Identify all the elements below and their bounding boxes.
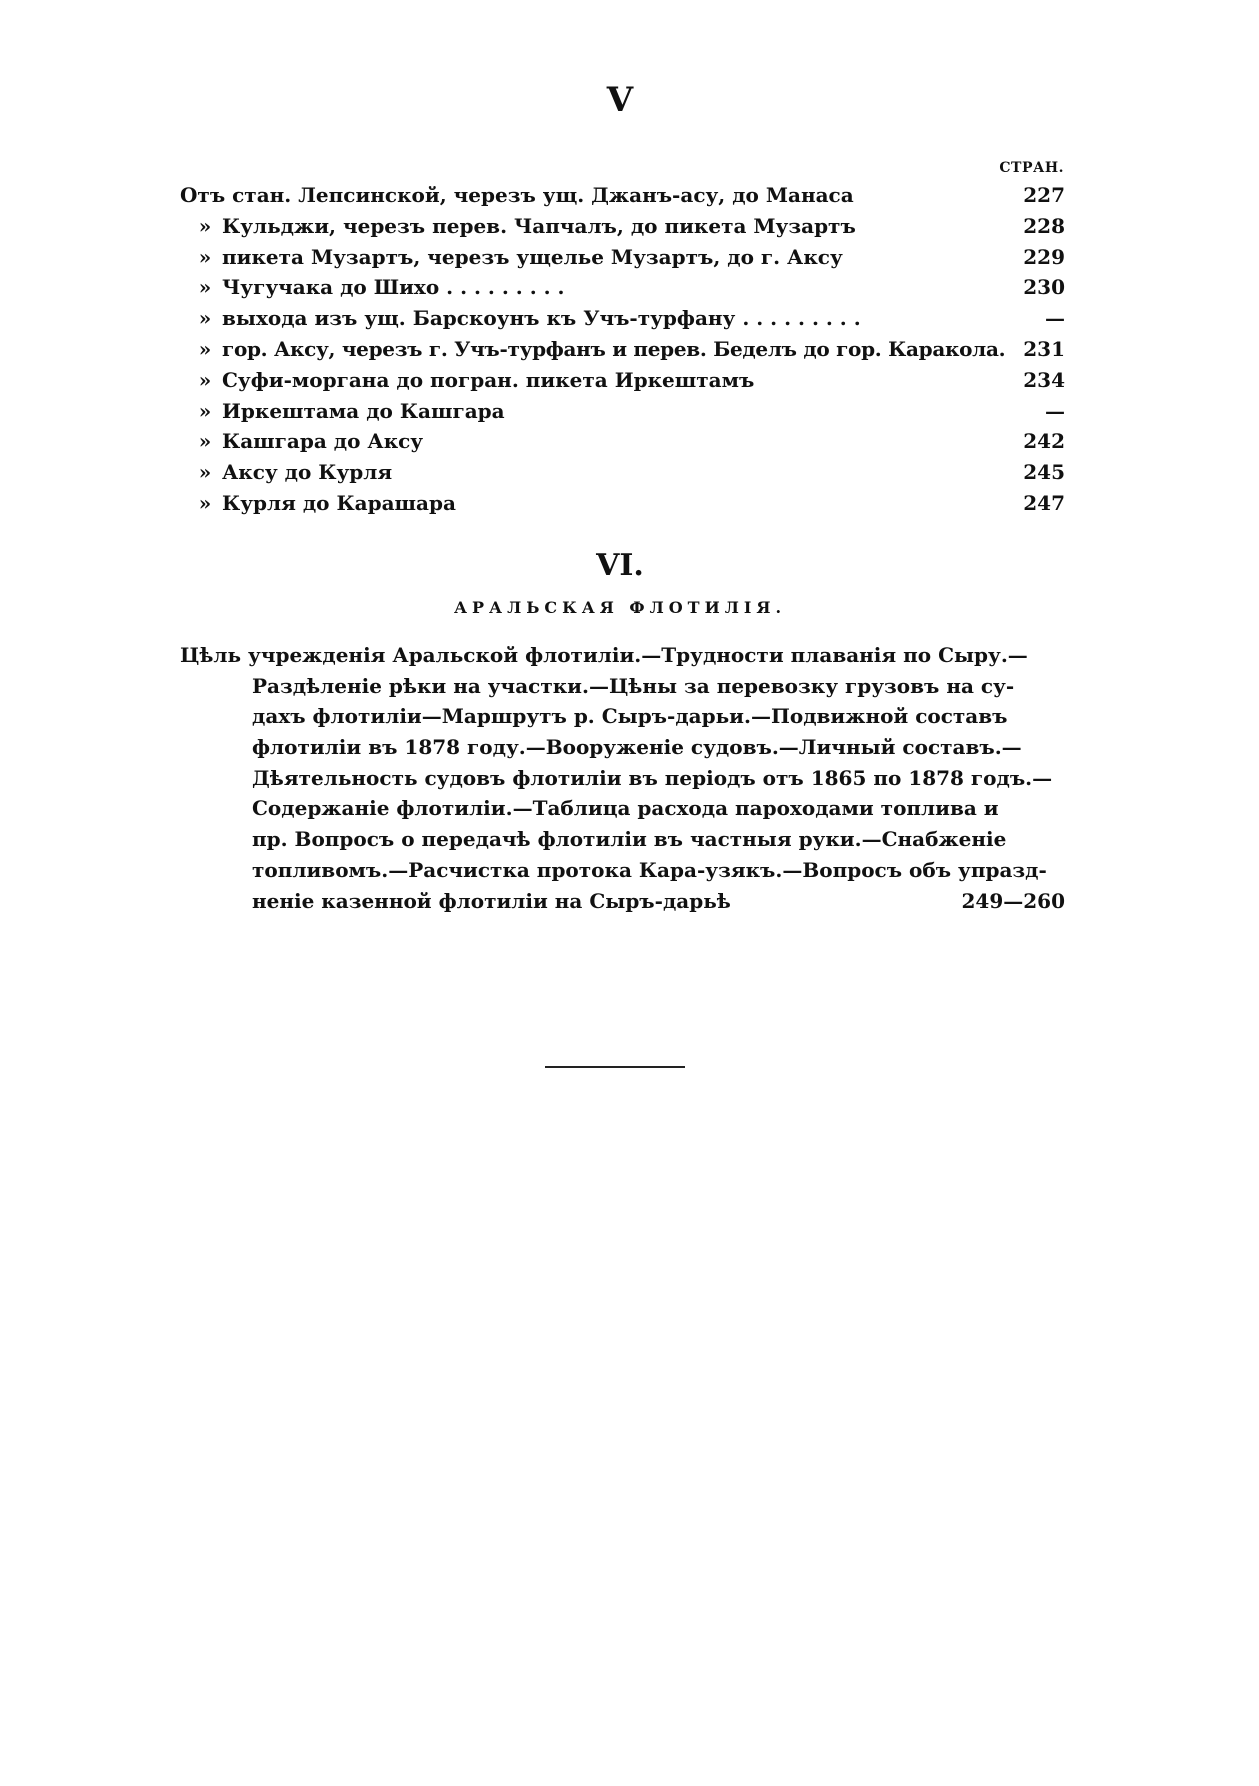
toc-entry [180,334,1065,365]
toc-entry-page: 247 [1023,490,1065,515]
toc-entry [180,396,1065,427]
toc-entry-text: Отъ стан. Лепсинской, черезъ ущ. Джанъ-асу, до Манаса [180,183,854,207]
toc-entry-page: 229 [1023,244,1065,269]
page-number: V [606,80,634,120]
toc-entry-text: Кульджи, черезъ перев. Чапчалъ, до пикета Музартъ [222,213,856,238]
toc-entry [180,211,1065,242]
toc-entry-text: Чугучака до Шихо . . . . . . . . . [222,275,565,300]
toc-entry-text: гор. Аксу, черезъ г. Учъ-турфанъ и перев. Беделъ до гор. Каракола. [222,336,1006,361]
summary-line: Раздѣленіе рѣки на участки.—Цѣны за перевозку грузовъ на су- [252,673,1015,698]
summary-line: Содержаніе флотиліи.—Таблица расхода пароходами топлива и [252,796,999,821]
toc-entry-page: 230 [1023,275,1065,300]
toc-entry [180,426,1065,457]
section-summary [180,640,1065,916]
toc-entry-text: Курля до Карашара [222,490,456,515]
ditto-mark: » [198,306,212,331]
toc-entry [180,365,1065,396]
section-number: VI. [596,548,644,583]
toc-entry-text: Кашгара до Аксу [222,429,424,454]
toc-entry [180,488,1065,519]
toc-entry-page: 231 [1023,336,1065,361]
section-page-range: 249—260 [961,888,1065,913]
summary-line-text: неніе казенной флотиліи на Сыръ-дарьѣ [252,888,731,913]
toc-entry [180,242,1065,273]
summary-line: Цѣль учрежденія Аральской флотиліи.—Трудности плаванія по Сыру.— [180,643,1028,667]
toc-entry [180,272,1065,303]
summary-line: дахъ флотиліи—Маршрутъ р. Сыръ-дарьи.—Подвижной составъ [252,704,1008,729]
summary-line: флотиліи въ 1878 году.—Вооруженіе судовъ.—Личный составъ.— [252,735,1022,760]
toc-entry [180,180,1065,211]
section-title: АРАЛЬСКАЯ ФЛОТИЛІЯ. [453,598,787,617]
ditto-mark: » [198,490,212,515]
summary-line: пр. Вопросъ о передачѣ флотиліи въ частныя руки.—Снабженіе [252,827,1007,852]
ditto-mark: » [198,367,212,392]
page-column-header: СТРАН. [999,160,1064,176]
ditto-mark: » [198,244,212,269]
toc-entry-text: Иркештама до Кашгара [222,398,505,423]
toc-entry-page: — [1045,398,1065,423]
summary-line: Дѣятельность судовъ флотиліи въ періодъ отъ 1865 по 1878 годъ.— [252,765,1053,790]
toc-entry [180,303,1065,334]
toc-entry-page: — [1045,306,1065,331]
ditto-mark: » [198,429,212,454]
toc-entry [180,457,1065,488]
ditto-mark: » [198,460,212,485]
summary-line-last [180,886,1065,917]
toc-entry-page: 228 [1023,213,1065,238]
ditto-mark: » [198,275,212,300]
summary-line: топливомъ.—Расчистка протока Кара-узякъ.—Вопросъ объ упразд- [252,857,1047,882]
ditto-mark: » [198,213,212,238]
toc-entry-text: Суфи-моргана до погран. пикета Иркештамъ [222,367,755,392]
toc-entry-page: 242 [1023,429,1065,454]
toc-entry-text: выхода изъ ущ. Барскоунъ къ Учъ-турфану . . . . . . . . . [222,306,861,331]
closing-rule [545,1066,685,1068]
toc-entry-page: 234 [1023,367,1065,392]
table-of-contents [180,180,1065,519]
ditto-mark: » [198,336,212,361]
toc-entry-text: пикета Музартъ, черезъ ущелье Музартъ, до г. Аксу [222,244,843,269]
toc-entry-page: 245 [1023,460,1065,485]
toc-entry-text: Аксу до Курля [222,460,393,485]
ditto-mark: » [198,398,212,423]
toc-entry-page: 227 [1023,183,1065,207]
